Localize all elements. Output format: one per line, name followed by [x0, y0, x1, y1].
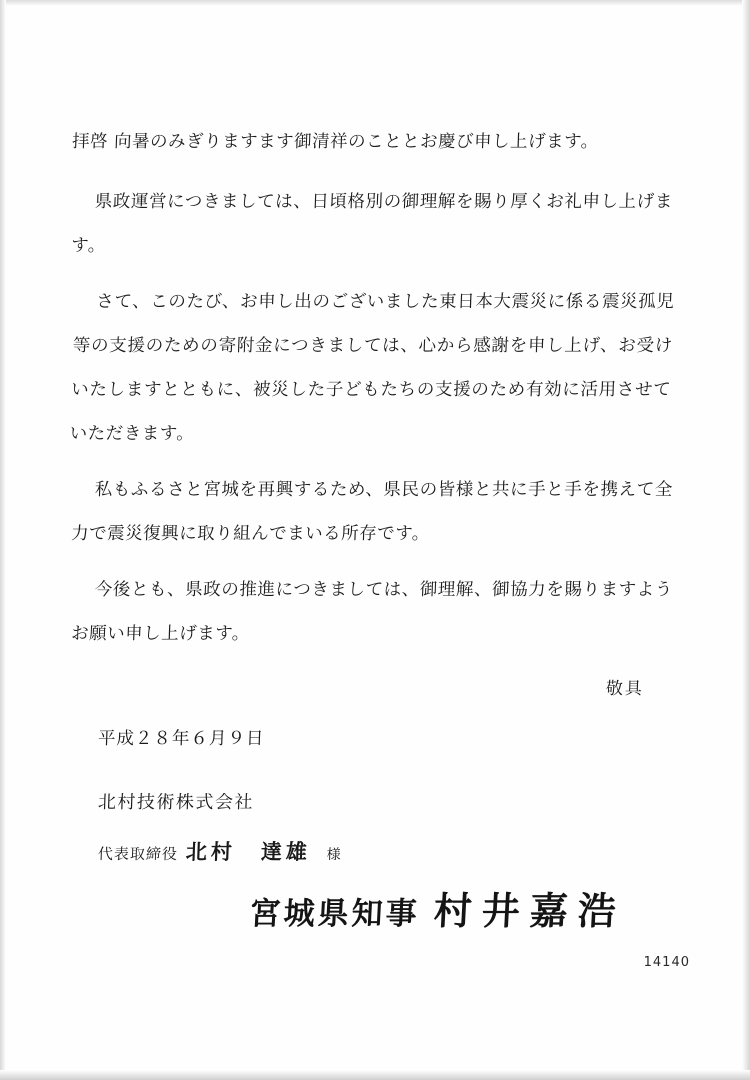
scan-edge-top: [0, 0, 750, 6]
signature-name: 村井嘉浩: [432, 888, 628, 933]
letter-paragraph-thanks: 県政運営につきましては、日頃格別の御理解を賜り厚くお礼申し上げます。: [70, 192, 674, 256]
signature-title: 宮城県知事: [248, 896, 421, 932]
recipient-person: [97, 836, 672, 866]
letter-date: 平成２８年６月９日: [97, 729, 265, 749]
letter-paragraph-recovery: 私もふるさと宮城を再興するため、県民の皆様と共に手と手を携えて全力で震災復興に取り組んでまいる所存です。: [70, 480, 674, 544]
scan-edge-left: [0, 0, 6, 1080]
signature: [249, 880, 682, 935]
recipient-name: 北村 達雄: [185, 839, 312, 864]
scan-edge-right: [742, 0, 750, 1080]
scan-edge-bottom: [0, 1070, 750, 1080]
document-number: 14140: [643, 955, 690, 970]
recipient-block: [98, 788, 672, 866]
letter-body: [69, 120, 675, 866]
recipient-company: 北村技術株式会社: [97, 792, 255, 813]
letter-closing: 敬具: [605, 679, 645, 699]
recipient-title: 代表取締役: [97, 845, 179, 863]
letter-paragraph-greeting: 拝啓 向暑のみぎりますます御清祥のこととお慶び申し上げます。: [71, 132, 600, 152]
signature-row: [250, 880, 680, 935]
recipient-honorific: 様: [326, 847, 343, 863]
letter-paragraph-donation: さて、このたび、お申し出のございました東日本大震災に係る震災孤児等の支援のための寄附金につきましては、心から感謝を申し上げ、お受けいたしますとともに、被災した子どもたちの支援のため有効に活用させていただきます。: [69, 292, 675, 444]
letter-paragraph-request: 今後とも、県政の推進につきましては、御理解、御協力を賜りますようお願い申し上げます。: [70, 580, 674, 644]
